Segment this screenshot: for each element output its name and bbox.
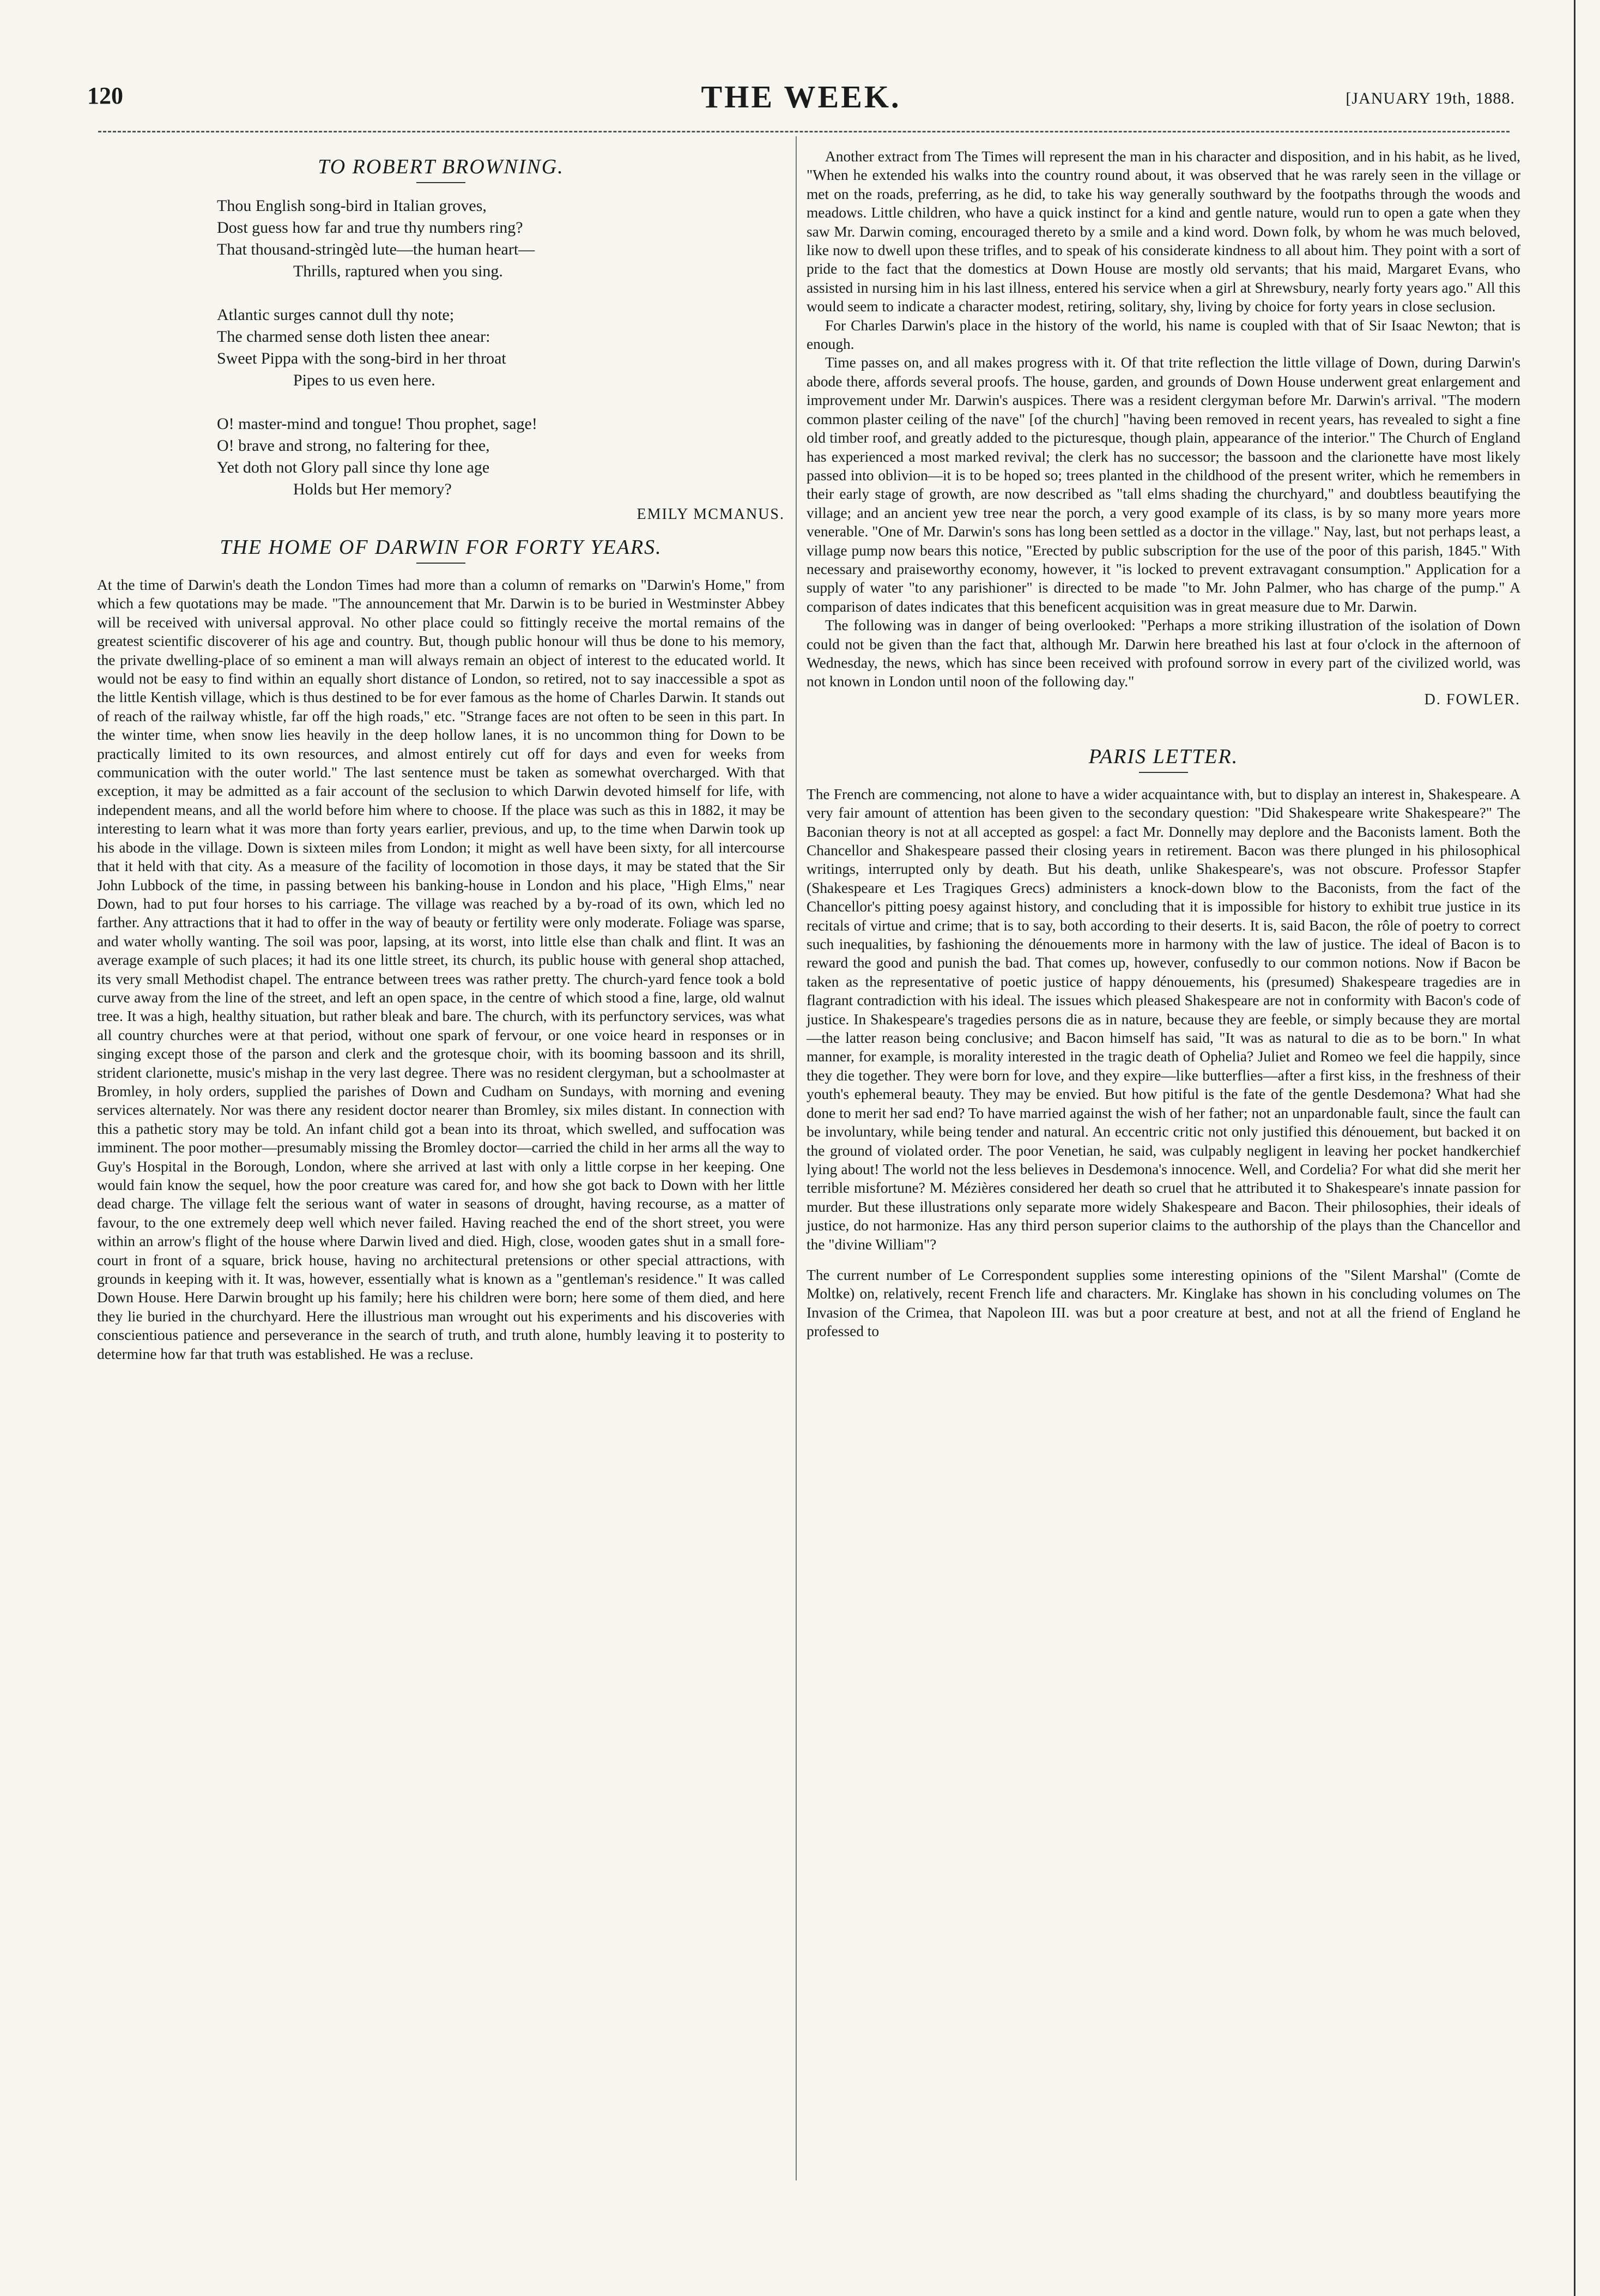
letter-body xyxy=(807,785,1520,1341)
verse-line: O! master-mind and tongue! Thou prophet, sage! xyxy=(217,415,537,433)
letter-paragraph: The French are commencing, not alone to have a wider acquaintance with, but to display an interest in, Shakespeare. A very fair amount of attention has been given to the secondary question: "Did Shakespeare write Shakespeare?" The Baconian theory is not at all accepted as gospel: a fact Mr. Donnelly may deplore and the Baconists lament. Both the Chancellor and Shakespeare passed their closing years in retirement. Bacon was there plunged in his philosophical writings, interrupted only by death. But his death, unlike Shakespeare's, was not obscure. Professor Stapfer (Shakespeare et Les Tragiques Grecs) administers a knock-down blow to the Baconists, from the fact of the Chancellor's pitting poesy against history, and concluding that it is impossible for history to exhibit true justice in its recitals of virtue and crime; that is to say, both according to their deserts. It is, said Bacon, the rôle of poetry to correct such inequalities, by fashioning the dénouements more in harmony with the law of justice. The ideal of Bacon is to reward the good and punish the bad. That comes up, however, confusedly to our common notions. Now if Bacon be taken as the representative of poetic justice of happy dénouements, his (presumed) Shakespeare tragedies are in flagrant contradiction with his ideal. The issues which pleased Shakespeare are not in conformity with Bacon's code of justice. In Shakespeare's tragedies persons die as in nature, because they are feeble, or simply because they are mortal—the latter reason being conclusive; and Bacon himself has said, "It was as natural to die as to be born." In what manner, for example, is morality interested in the tragic death of Ophelia? Juliet and Romeo we feel die happily, since they die together. They were born for love, and they expire—like butterflies—after a first kiss, in the freshness of their youth's ephemeral beauty. They may be envied. But how pitiful is the fate of the gentle Desdemona? What had she done to merit her sad end? To have married against the wish of her father; not an unpardonable fault, since the fault can be involuntary, while being tender and natural. An eccentric critic not only justified this dénouement, but backed it on the ground of violated order. The poor Venetian, he said, was culpably negligent in leaving her pocket handkerchief lying about! The world not the less believes in Desdemona's innocence. Well, and Cordelia? For what did she merit her terrible misfortune? M. Mézières considered her death so cruel that he attributed it to Shakespeare's innate passion for murder. But these illustrations only separate more widely Shakespeare and Bacon. Their philosophies, their ideals of justice, do not harmonize. Has any third person superior claims to the authorship of the plays than the Chancellor and the "divine William"? xyxy=(807,786,1520,1253)
verse-line: Atlantic surges cannot dull thy note; xyxy=(217,306,454,324)
verse-line: Pipes to us even here. xyxy=(293,371,435,389)
poem-stanza xyxy=(217,413,785,500)
masthead: THE WEEK. xyxy=(701,79,901,114)
article-title: THE HOME OF DARWIN FOR FORTY YEARS. xyxy=(220,536,662,559)
page-number: 120 xyxy=(87,82,123,109)
page-edge xyxy=(1574,0,1575,2296)
verse-line: O! brave and strong, no faltering for thee, xyxy=(217,437,490,455)
letter-paragraph: The current number of Le Correspondent supplies some interesting opinions of the "Silent Marshal" (Comte de Moltke) on, relatively, recent French life and characters. Mr. Kinglake has shown in his concluding volumes on The Invasion of the Crimea, that Napoleon III. was but a poor creature at best, and not at all the friend of England he professed to xyxy=(807,1266,1520,1340)
verse-line: Holds but Her memory? xyxy=(293,480,452,498)
article-paragraph: At the time of Darwin's death the London Times had more than a column of remarks on "Darwin's Home," from which a few quotations may be made. "The announcement that Mr. Darwin is to be buried in Westminster Abbey will be received with universal approval. No other place could so fittingly receive the mortal remains of the greatest scientific discoverer of his age and country. But, though public honour will thus be done to his memory, the private dwelling-place of so eminent a man will always remain an object of interest to the educated world. It would not be easy to find within an equally short distance of London, so retired, not to say inaccessible a spot as the little Kentish village, which is thus destined to be for ever famous as the home of Charles Darwin. It stands out of reach of the railway whistle, far off the high roads," etc. "Strange faces are not often to be seen in this part. In the winter time, when snow lies heavily in the deep hollow lanes, it is no uncommon thing for Down to be practically limited to its own resources, and almost entirely cut off for days and even for weeks from communication with the outer world." The last sentence must be taken as somewhat overcharged. With that exception, it may be admitted as a fair account of the seclusion to which Darwin devoted himself for life, with independent means, and all the world before him where to choose. If the place was such as this in 1882, it may be interesting to learn what it was more than forty years earlier, previous, and up, to the time when Darwin took up his abode in the village. Down is sixteen miles from London; it might as well have been sixty, for all intercourse that it held with that city. As a measure of the facility of locomotion in those days, it may be stated that the Sir John Lubbock of the time, in passing between his banking-house in London and his place, "High Elms," near Down, had to put four horses to his carriage. The village was reached by a by-road of its own, which led no farther. Any attractions that it had to offer in the way of beauty or fertility were only moderate. Foliage was sparse, and water wholly wanting. The soil was poor, lapsing, at its worst, into little else than chalk and flint. It was an average example of such places; it had its one little street, its church, its public house with general shop attached, its very small Methodist chapel. The entrance between trees was rather pretty. The church-yard fence took a bold curve away from the line of the street, and left an open space, in the centre of which stood a fine, large, old walnut tree. It was a high, healthy situation, but rather bleak and bare. The church, with its perfunctory services, was what all country churches were at that period, without one spark of fervour, or one voice heard in responses or in singing except those of the parson and clerk and the grotesque choir, with its booming bassoon and its shrill, strident clarionette, music's mishap in the very last degree. There was no resident clergyman, but a schoolmaster at Bromley, in holy orders, supplied the parishes of Down and Cudham on Sundays, with morning and evening services alternately. Nor was there any resident doctor nearer than Bromley, six miles distant. In connection with this a pathetic story may be told. An infant child got a bean into its throat, which swelled, and suffocation was imminent. The poor mother—presumably missing the Bromley doctor—carried the child in her arms all the way to Guy's Hospital in the Borough, London, where she arrived at last with only a little corpse in her keeping. One would fain know the sequel, how the poor creature was cared for, and how she got back to Down with her little dead charge. The village felt the serious want of water in seasons of drought, having recourse, as a matter of favour, to the one extremely deep well which never failed. Having reached the end of the short street, you were within an arrow's flight of the house where Darwin lived and died. High, close, wooden gates shut in a small fore-court in front of a square, brick house, having no architectural pretensions or other special attractions, with grounds in keeping with it. It was, however, essentially what is known as a "gentleman's residence." It was called Down House. Here Darwin brought up his family; here his children were born; here some of them died, and here they lie buried in the churchyard. Here the illustrious man wrought out his experiments and his discoveries with conscientious patience and perseverance in the search of truth, and truth alone, humbly leaving it to posterity to determine how far that truth was established. He was a recluse. xyxy=(97,577,785,1362)
article-paragraph: For Charles Darwin's place in the history of the world, his name is coupled with that of Sir Isaac Newton; that is enough. xyxy=(807,317,1520,353)
left-column xyxy=(97,147,785,1363)
title-rule xyxy=(416,563,465,564)
page-header xyxy=(87,79,1515,131)
verse-line: Sweet Pippa with the song-bird in her throat xyxy=(217,349,506,367)
spacer xyxy=(807,721,1520,737)
letter-title: PARIS LETTER. xyxy=(1088,745,1239,768)
article-paragraph: Time passes on, and all makes progress with it. Of that trite reflection the little village of Down, during Darwin's abode there, affords several proofs. The house, garden, and grounds of Down House underwent great enlargement and improvement under Mr. Darwin's auspices. There was a resident clergyman before Mr. Darwin's arrival. "The modern common plaster ceiling of the nave" [of the church] "having been removed in recent years, has revealed to sight a fine old timber roof, and greatly added to the picturesque, though plain, appearance of the interior." The Church of England has experienced a most marked revival; the clerk has no successor; the bassoon and the clarionette have most likely passed into oblivion—it is to be hoped so; trees planted in the childhood of the present writer, which he remembers in their early stage of growth, are now described as "tall elms shading the churchyard," and doubtless beautifying the village; and an ancient yew tree near the porch, a very good example of its class, is by so many more years more venerable. "One of Mr. Darwin's sons has long been settled as a doctor in the village." Nay, last, but not perhaps least, a village pump now bears this notice, "Erected by public subscription for the use of the poor of this parish, 1845." With necessary and praiseworthy economy, however, it "is locked to prevent extravagant consumption." Application for a supply of water "to any parishioner" is directed to be made "to Mr. John Palmer, who has charge of the pump." A comparison of dates indicates that this beneficent acquisition was in great measure due to Mr. Darwin. xyxy=(807,354,1520,615)
title-rule xyxy=(1139,772,1188,773)
article-author: D. FOWLER. xyxy=(1424,691,1520,708)
verse-line: Thou English song-bird in Italian groves, xyxy=(217,197,487,215)
article-paragraph: The following was in danger of being overlooked: "Perhaps a more striking illustration of the isolation of Down could not be given than the fact that, although Mr. Darwin here breathed his last at four o'clock in the afternoon of Wednesday, the news, which has since been received with profound sorrow in every part of the civilized world, was not known in London until noon of the following day." xyxy=(807,617,1520,690)
article-body-continued xyxy=(807,147,1520,691)
right-column xyxy=(807,147,1520,1341)
verse-line: The charmed sense doth listen thee anear: xyxy=(217,328,490,346)
verse-line: Thrills, raptured when you sing. xyxy=(293,262,503,280)
column-divider xyxy=(796,136,797,2180)
verse-line: Dost guess how far and true thy numbers ring? xyxy=(217,219,523,237)
poem-stanza xyxy=(217,195,785,282)
verse-line: That thousand-stringèd lute—the human heart— xyxy=(217,240,535,258)
poem-author: EMILY MCMANUS. xyxy=(637,506,785,523)
article-paragraph: Another extract from The Times will represent the man in his character and disposition, and in his habit, as he lived, "When he extended his walks into the country round about, it was observed that he was rarely seen in the village or met on the roads, preferring, as he did, to take his way generally southward by the footpaths through the woods and meadows. Little children, who have a quick instinct for a kind and gentle nature, would run to open a gate when they saw Mr. Darwin coming, encouraged thereto by a smile and a kind word. Down folk, by whom he was much beloved, like now to dwell upon these trifles, and to speak of his considerate kindness to all about him. They point with a sort of pride to the fact that the domestics at Down House are mostly old servants; that his maid, Margaret Evans, who assisted in nursing him in his last illness, entered his service when a girl at Shrewsbury, nearly forty years ago." All this would seem to indicate a character modest, retiring, solitary, shy, living by choice for forty years in close seclusion. xyxy=(807,148,1520,315)
poem-stanza xyxy=(217,304,785,391)
verse-line: Yet doth not Glory pall since thy lone age xyxy=(217,458,490,476)
issue-date: [JANUARY 19th, 1888. xyxy=(1346,89,1515,107)
poem-title: TO ROBERT BROWNING. xyxy=(318,155,564,178)
article-body xyxy=(97,576,785,1363)
poem xyxy=(217,195,785,500)
title-rule xyxy=(416,182,465,183)
spacer xyxy=(807,1254,1520,1266)
header-rule xyxy=(98,131,1510,132)
